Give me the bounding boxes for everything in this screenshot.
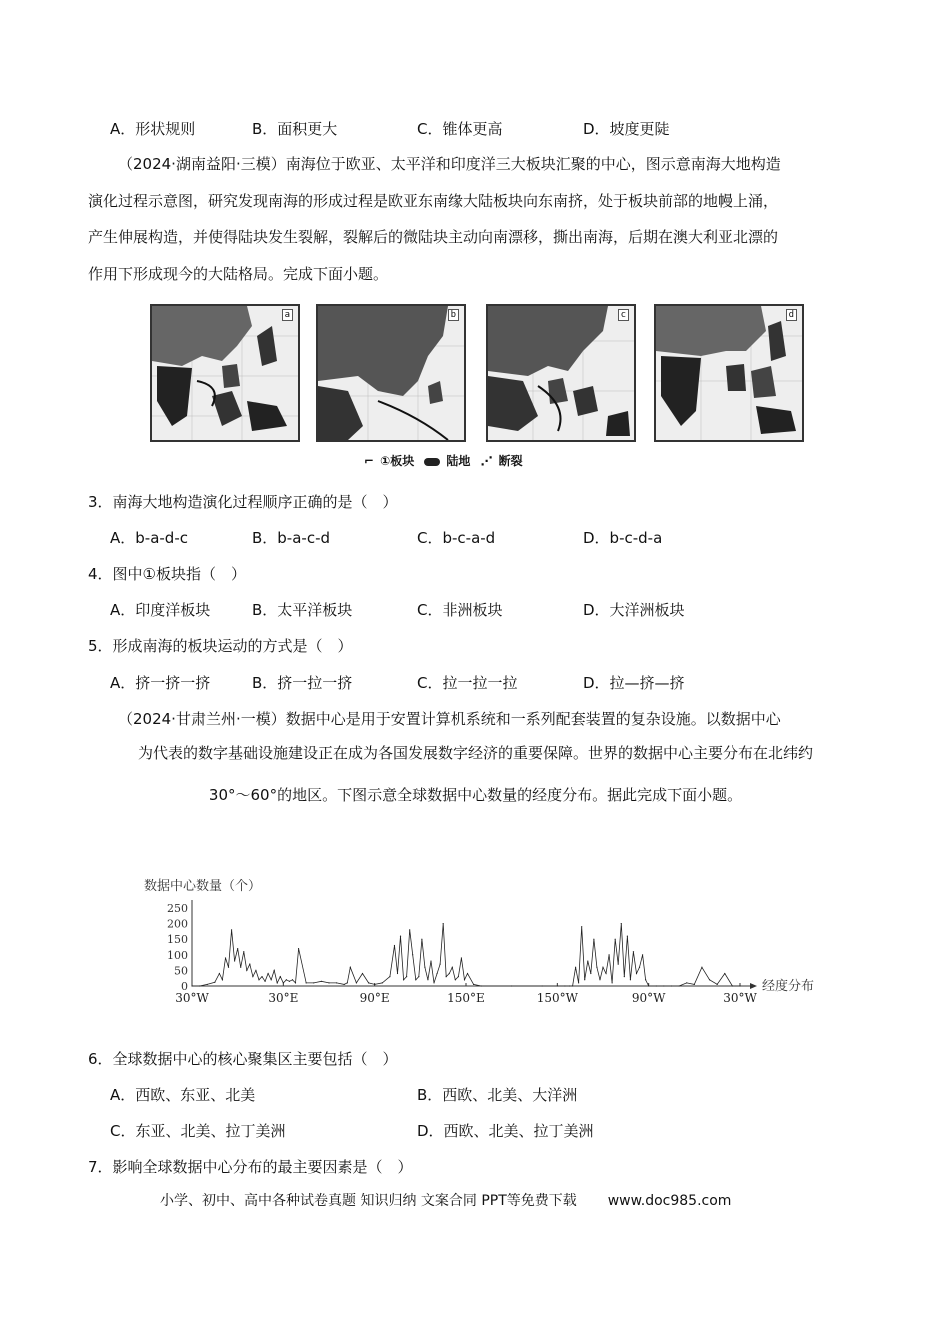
data-point — [599, 979, 600, 980]
data-point — [452, 967, 453, 968]
data-point — [368, 982, 369, 983]
data-point — [191, 985, 192, 986]
q3-option-a: A．b-a-d-c — [110, 529, 188, 547]
data-point — [268, 973, 269, 974]
x-tick-label: 150°E — [447, 991, 485, 1005]
data-point — [455, 979, 456, 980]
data-point — [234, 960, 235, 961]
data-point — [709, 979, 710, 980]
data-point — [274, 970, 275, 971]
data-point — [612, 982, 613, 983]
data-point — [277, 982, 278, 983]
footer-text: 小学、初中、高中各种试卷真题 知识归纳 文案合同 PPT等免费下载 — [160, 1193, 577, 1209]
data-point — [424, 967, 425, 968]
data-point — [618, 964, 619, 965]
question-6-stem: 6．全球数据中心的核心聚集区主要包括（ ） — [88, 1050, 398, 1068]
passage-2-line-3: 30°～60°的地区。下图示意全球数据中心数量的经度分布。据此完成下面小题。 — [208, 786, 743, 804]
data-point — [240, 967, 241, 968]
data-point — [243, 951, 244, 952]
data-point — [264, 981, 265, 982]
data-point — [336, 982, 337, 983]
data-point — [636, 973, 637, 974]
data-point — [415, 979, 416, 980]
data-point — [283, 982, 284, 983]
data-point — [467, 973, 468, 974]
data-point — [557, 985, 558, 986]
passage-2-line-2: 为代表的数字基础设施建设正在成为各国发展数字经济的重要保障。世界的数据中心主要分布在北纬约 — [137, 744, 813, 762]
option-c: C．锥体更高 — [417, 120, 503, 138]
data-point — [252, 976, 253, 977]
footer — [160, 1190, 731, 1210]
data-point — [421, 939, 422, 940]
data-point — [443, 923, 444, 924]
data-point — [295, 982, 296, 983]
data-point — [575, 967, 576, 968]
question-3-stem: 3．南海大地构造演化过程顺序正确的是（ ） — [88, 493, 398, 511]
x-tick-label: 90°E — [359, 991, 390, 1005]
data-point — [481, 985, 482, 986]
data-point — [427, 979, 428, 980]
data-point — [418, 976, 419, 977]
map-a — [150, 304, 300, 442]
question-7-stem: 7．影响全球数据中心分布的最主要因素是（ ） — [88, 1158, 413, 1176]
data-point — [246, 970, 247, 971]
y-axis-title: 数据中心数量（个） — [144, 879, 262, 894]
data-point — [231, 929, 232, 930]
data-point — [656, 985, 657, 986]
data-point — [249, 964, 250, 965]
data-point — [608, 954, 609, 955]
data-series-line — [192, 924, 740, 986]
data-point — [511, 985, 512, 986]
data-point — [679, 985, 680, 986]
x-axis-title: 经度分布 — [762, 979, 815, 994]
data-point — [464, 979, 465, 980]
fault-symbol-icon: ⋰ — [480, 454, 493, 468]
map-d-figure — [656, 306, 802, 440]
data-point — [403, 979, 404, 980]
data-point — [642, 954, 643, 955]
data-point — [624, 976, 625, 977]
legend-fault: 断裂 — [498, 454, 523, 468]
data-point — [350, 967, 351, 968]
data-point — [313, 982, 314, 983]
question-4-stem: 4．图中①板块指（ ） — [88, 565, 246, 583]
data-point — [261, 976, 262, 977]
data-point — [581, 926, 582, 927]
data-point — [430, 960, 431, 961]
data-point — [446, 976, 447, 977]
data-point — [569, 985, 570, 986]
data-point — [397, 973, 398, 974]
data-point — [627, 935, 628, 936]
q4-option-a: A．印度洋板块 — [110, 601, 211, 619]
data-point — [564, 985, 565, 986]
data-point — [328, 982, 329, 983]
map-b-figure — [318, 306, 464, 440]
data-point — [578, 982, 579, 983]
q3-option-d: D．b-c-d-a — [583, 529, 663, 547]
y-tick-label: 100 — [167, 948, 188, 962]
data-point — [436, 973, 437, 974]
data-point — [633, 951, 634, 952]
data-point — [258, 979, 259, 980]
data-point — [605, 973, 606, 974]
x-tick-label: 30°W — [175, 991, 209, 1005]
data-point — [593, 939, 594, 940]
option-d: D．坡度更陡 — [583, 120, 670, 138]
data-point — [409, 929, 410, 930]
legend-land: 陆地 — [446, 454, 471, 468]
data-point — [542, 985, 543, 986]
data-point — [694, 984, 695, 985]
data-point — [433, 982, 434, 983]
data-point — [199, 985, 200, 986]
y-tick-label: 200 — [167, 917, 188, 931]
data-point — [219, 973, 220, 974]
data-point — [639, 967, 640, 968]
q6-option-d: D．西欧、北美、拉丁美洲 — [417, 1122, 594, 1140]
y-tick-label: 50 — [174, 964, 188, 978]
data-point — [412, 954, 413, 955]
data-point — [458, 976, 459, 977]
data-point — [207, 984, 208, 985]
data-point — [356, 982, 357, 983]
data-point — [663, 985, 664, 986]
data-point — [394, 945, 395, 946]
data-point — [648, 985, 649, 986]
y-tick-label: 150 — [167, 933, 188, 947]
map-b — [316, 304, 466, 442]
data-point — [572, 985, 573, 986]
y-tick-label: 0 — [181, 980, 188, 993]
data-point — [602, 967, 603, 968]
data-point — [271, 979, 272, 980]
map-c-figure — [488, 306, 634, 440]
data-point — [298, 948, 299, 949]
plate-symbol-icon: ⌐ — [364, 454, 375, 468]
data-point — [374, 984, 375, 985]
data-point — [306, 982, 307, 983]
q6-option-a: A．西欧、东亚、北美 — [110, 1086, 256, 1104]
data-point — [621, 923, 622, 924]
data-point — [347, 982, 348, 983]
map-c-label: c — [618, 309, 629, 321]
data-point — [382, 982, 383, 983]
q4-option-b: B．太平洋板块 — [252, 601, 353, 619]
q5-option-d: D．拉—挤—挤 — [583, 674, 685, 692]
data-point — [590, 973, 591, 974]
data-point — [701, 967, 702, 968]
q5-option-b: B．挤一拉一挤 — [252, 674, 353, 692]
data-point — [645, 979, 646, 980]
land-symbol-icon — [424, 458, 440, 466]
data-point — [615, 939, 616, 940]
data-point — [584, 979, 585, 980]
map-a-figure — [152, 306, 298, 440]
data-point — [321, 981, 322, 982]
y-tick-label: 250 — [167, 902, 188, 915]
x-tick-label: 30°W — [723, 991, 757, 1005]
map-c — [486, 304, 636, 442]
x-tick-label: 150°W — [536, 991, 578, 1005]
data-point — [732, 985, 733, 986]
q5-option-a: A．挤一挤一挤 — [110, 674, 211, 692]
passage-1-source: （2024·湖南益阳·三模） — [118, 155, 286, 173]
data-point — [225, 957, 226, 958]
map-d — [654, 304, 804, 442]
data-point — [473, 984, 474, 985]
question-5-stem: 5．形成南海的板块运动的方式是（ ） — [88, 637, 353, 655]
data-point — [671, 985, 672, 986]
data-point — [686, 982, 687, 983]
data-point — [222, 979, 223, 980]
data-point — [362, 973, 363, 974]
data-point — [289, 981, 290, 982]
x-axis-arrow — [750, 983, 757, 989]
data-point — [228, 967, 229, 968]
data-point — [630, 979, 631, 980]
data-point — [400, 935, 401, 936]
data-point — [739, 985, 740, 986]
q5-option-c: C．拉一拉一拉 — [417, 674, 518, 692]
data-point — [461, 957, 462, 958]
q6-option-c: C．东亚、北美、拉丁美洲 — [110, 1122, 286, 1140]
data-point — [449, 973, 450, 974]
data-point — [406, 976, 407, 977]
option-a: A．形状规则 — [110, 120, 196, 138]
data-point — [286, 979, 287, 980]
q4-option-c: C．非洲板块 — [417, 601, 503, 619]
data-point — [596, 967, 597, 968]
data-point — [587, 960, 588, 961]
legend-plate: ①板块 — [380, 454, 415, 468]
map-b-label: b — [448, 309, 459, 321]
data-point — [280, 976, 281, 977]
data-point — [440, 964, 441, 965]
passage-2-line-1: （2024·甘肃兰州·一模）数据中心是用于安置计算机系统和一系列配套装置的复杂设施。以数据中心 — [118, 710, 781, 728]
passage-1: （2024·湖南益阳·三模）南海位于欧亚、太平洋和印度洋三大板块汇聚的中心，图示意南海大地构造 演化过程示意图，研究发现南海的形成过程是欧亚东南缘大陆板块向东南挤，处于板块前部的地幔上涌， 产生伸展构造，并使得陆块发生裂解，裂解后的微陆块主动向南漂移，撕出南海，后期在澳大利亚北漂的 作用下形成现今的大陆格局。完成下面小题。 — [88, 155, 781, 283]
data-point — [255, 970, 256, 971]
data-point — [292, 979, 293, 980]
data-point — [344, 984, 345, 985]
map-a-label: a — [282, 309, 293, 321]
q6-option-b: B．西欧、北美、大洋洲 — [417, 1086, 578, 1104]
data-point — [717, 984, 718, 985]
data-point — [389, 976, 390, 977]
q4-option-d: D．大洋洲板块 — [583, 601, 685, 619]
data-point — [724, 973, 725, 974]
longitude-distribution-chart — [140, 870, 820, 1020]
x-tick-label: 30°E — [268, 991, 299, 1005]
q3-option-b: B．b-a-c-d — [252, 529, 331, 547]
map-legend — [364, 452, 529, 469]
option-b: B．面积更大 — [252, 120, 338, 138]
data-point — [214, 982, 215, 983]
data-point — [237, 948, 238, 949]
q3-option-c: C．b-c-a-d — [417, 529, 496, 547]
map-d-label: d — [786, 309, 797, 321]
x-tick-label: 90°W — [631, 991, 666, 1005]
footer-url: www.doc985.com — [607, 1193, 732, 1209]
